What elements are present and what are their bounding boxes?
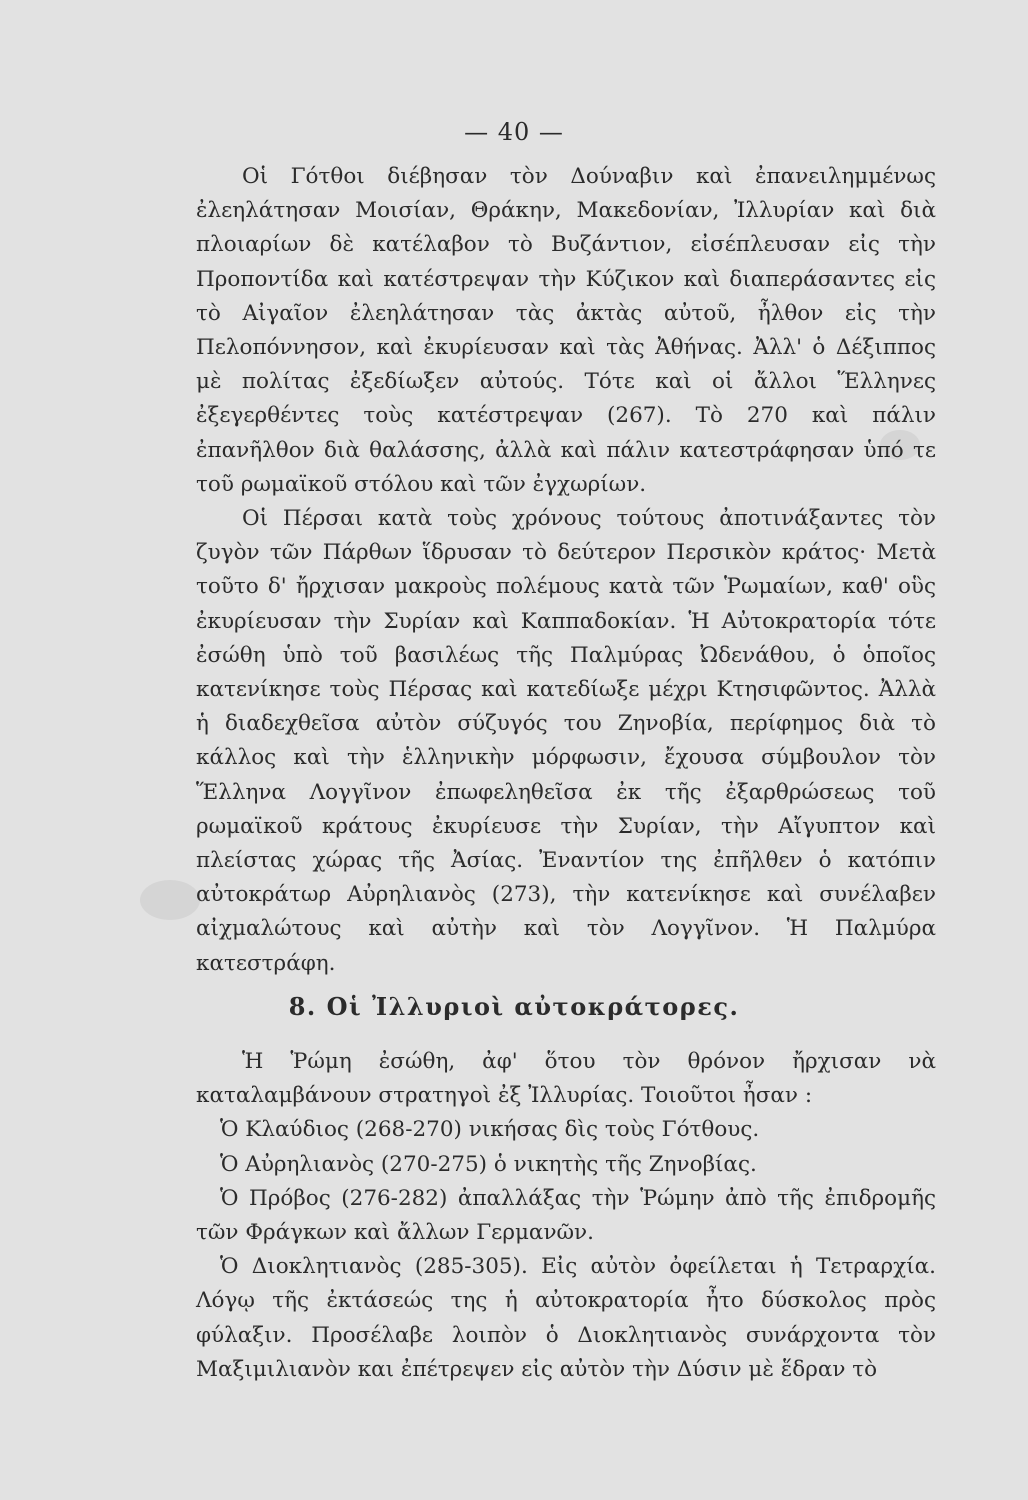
page-number: — 40 — xyxy=(464,118,564,146)
emperor-probus: Ὁ Πρόβος (276-282) ἀπαλλάξας τὴν Ῥώμην ἀπὸ τῆς ἐπιδρομῆς τῶν Φράγκων καὶ ἄλλων Γερμανῶν. xyxy=(196,1185,936,1246)
emperor-claudius: Ὁ Κλαύδιος (268-270) νικήσας δὶς τοὺς Γότθους. xyxy=(220,1117,760,1143)
emperor-aurelian: Ὁ Αὐρηλιανὸς (270-275) ὁ νικητὴς τῆς Ζηνοβίας. xyxy=(220,1151,757,1177)
emperor-diocletian: Ὁ Διοκλητιανὸς (285-305). Εἰς αὐτὸν ὀφείλεται ἡ Τετραρχία. Λόγῳ τῆς ἐκτάσεώς της ἡ αὐτοκρατορία ἦτο δύσκολος πρὸς φύλαξιν. Προσέλαβε λοιπὸν ὁ Διοκλητιανὸς συνάρχοντα τὸν Μαξιμιλιανὸν και ἐπέτρεψεν εἰς αὐτὸν τὴν Δύσιν μὲ ἕδραν τὸ xyxy=(196,1254,936,1382)
paragraph-goths: Οἱ Γότθοι διέβησαν τὸν Δούναβιν καὶ ἐπανειλημμένως ἐλεηλάτησαν Μοισίαν, Θράκην, Μακεδονίαν, Ἰλλυρίαν καὶ διὰ πλοιαρίων δὲ κατέλαβον τὸ Βυζάντιον, εἰσέπλευσαν εἰς τὴν Προποντίδα καὶ κατέστρεψαν τὴν Κύζικον καὶ διαπεράσαντες εἰς τὸ Αἰγαῖον ἐλεηλάτησαν τὰς ἀκτὰς αὐτοῦ, ἦλθον εἰς τὴν Πελοπόννησον, καὶ ἐκυρίευσαν καὶ τὰς Ἀθήνας. Ἀλλ' ὁ Δέξιππος μὲ πολίτας ἐξεδίωξεν αὐτούς. Τότε καὶ οἱ ἄλλοι Ἕλληνες ἐξεγερθέντες τοὺς κατέστρεψαν (267). Τὸ 270 καὶ πάλιν ἐπανῆλθον διὰ θαλάσσης, ἀλλὰ καὶ πάλιν κατεστράφησαν ὑπό τε τοῦ ρωμαϊκοῦ στόλου καὶ τῶν ἐγχωρίων. xyxy=(196,164,936,497)
body-text-bottom xyxy=(196,1045,936,1387)
section-heading: 8. Οἱ Ἰλλυριοὶ αὐτοκράτορες. xyxy=(288,992,740,1021)
body-text-top xyxy=(196,160,936,981)
paragraph-illyrian-intro: Ἡ Ῥώμη ἐσώθη, ἀφ' ὅτου τὸν θρόνον ἤρχισαν νὰ καταλαμβάνουν στρατηγοὶ ἐξ Ἰλλυρίας. Τοιοῦτοι ἦσαν : xyxy=(196,1049,936,1109)
paragraph-persians: Οἱ Πέρσαι κατὰ τοὺς χρόνους τούτους ἀποτινάξαντες τὸν ζυγὸν τῶν Πάρθων ἵδρυσαν τὸ δεύτερον Περσικὸν κράτος· Μετὰ τοῦτο δ' ἤρχισαν μακροὺς πολέμους κατὰ τῶν Ῥωμαίων, καθ' οὓς ἐκυρίευσαν τὴν Συρίαν καὶ Καππαδοκίαν. Ἡ Αὐτοκρατορία τότε ἐσώθη ὑπὸ τοῦ βασιλέως τῆς Παλμύρας Ὠδενάθου, ὁ ὁποῖος κατενίκησε τοὺς Πέρσας καὶ κατεδίωξε μέχρι Κτησιφῶντος. Ἀλλὰ ἡ διαδεχθεῖσα αὐτὸν σύζυγός του Ζηνοβία, περίφημος διὰ τὸ κάλλος καὶ τὴν ἑλληνικὴν μόρφωσιν, ἔχουσα σύμβουλον τὸν Ἕλληνα Λογγῖνον ἐπωφεληθεῖσα ἐκ τῆς ἐξαρθρώσεως τοῦ ρωμαϊκοῦ κράτους ἐκυρίευσε τὴν Συρίαν, τὴν Αἴγυπτον καὶ πλείστας χώρας τῆς Ἀσίας. Ἐναντίον της ἐπῆλθεν ὁ κατόπιν αὐτοκράτωρ Αὐρηλιανὸς (273), τὴν κατενίκησε καὶ συνέλαβεν αἰχμαλώτους καὶ αὐτὴν καὶ τὸν Λογγῖνον. Ἡ Παλμύρα κατεστράφη. xyxy=(196,506,936,976)
page-stain xyxy=(140,880,200,920)
